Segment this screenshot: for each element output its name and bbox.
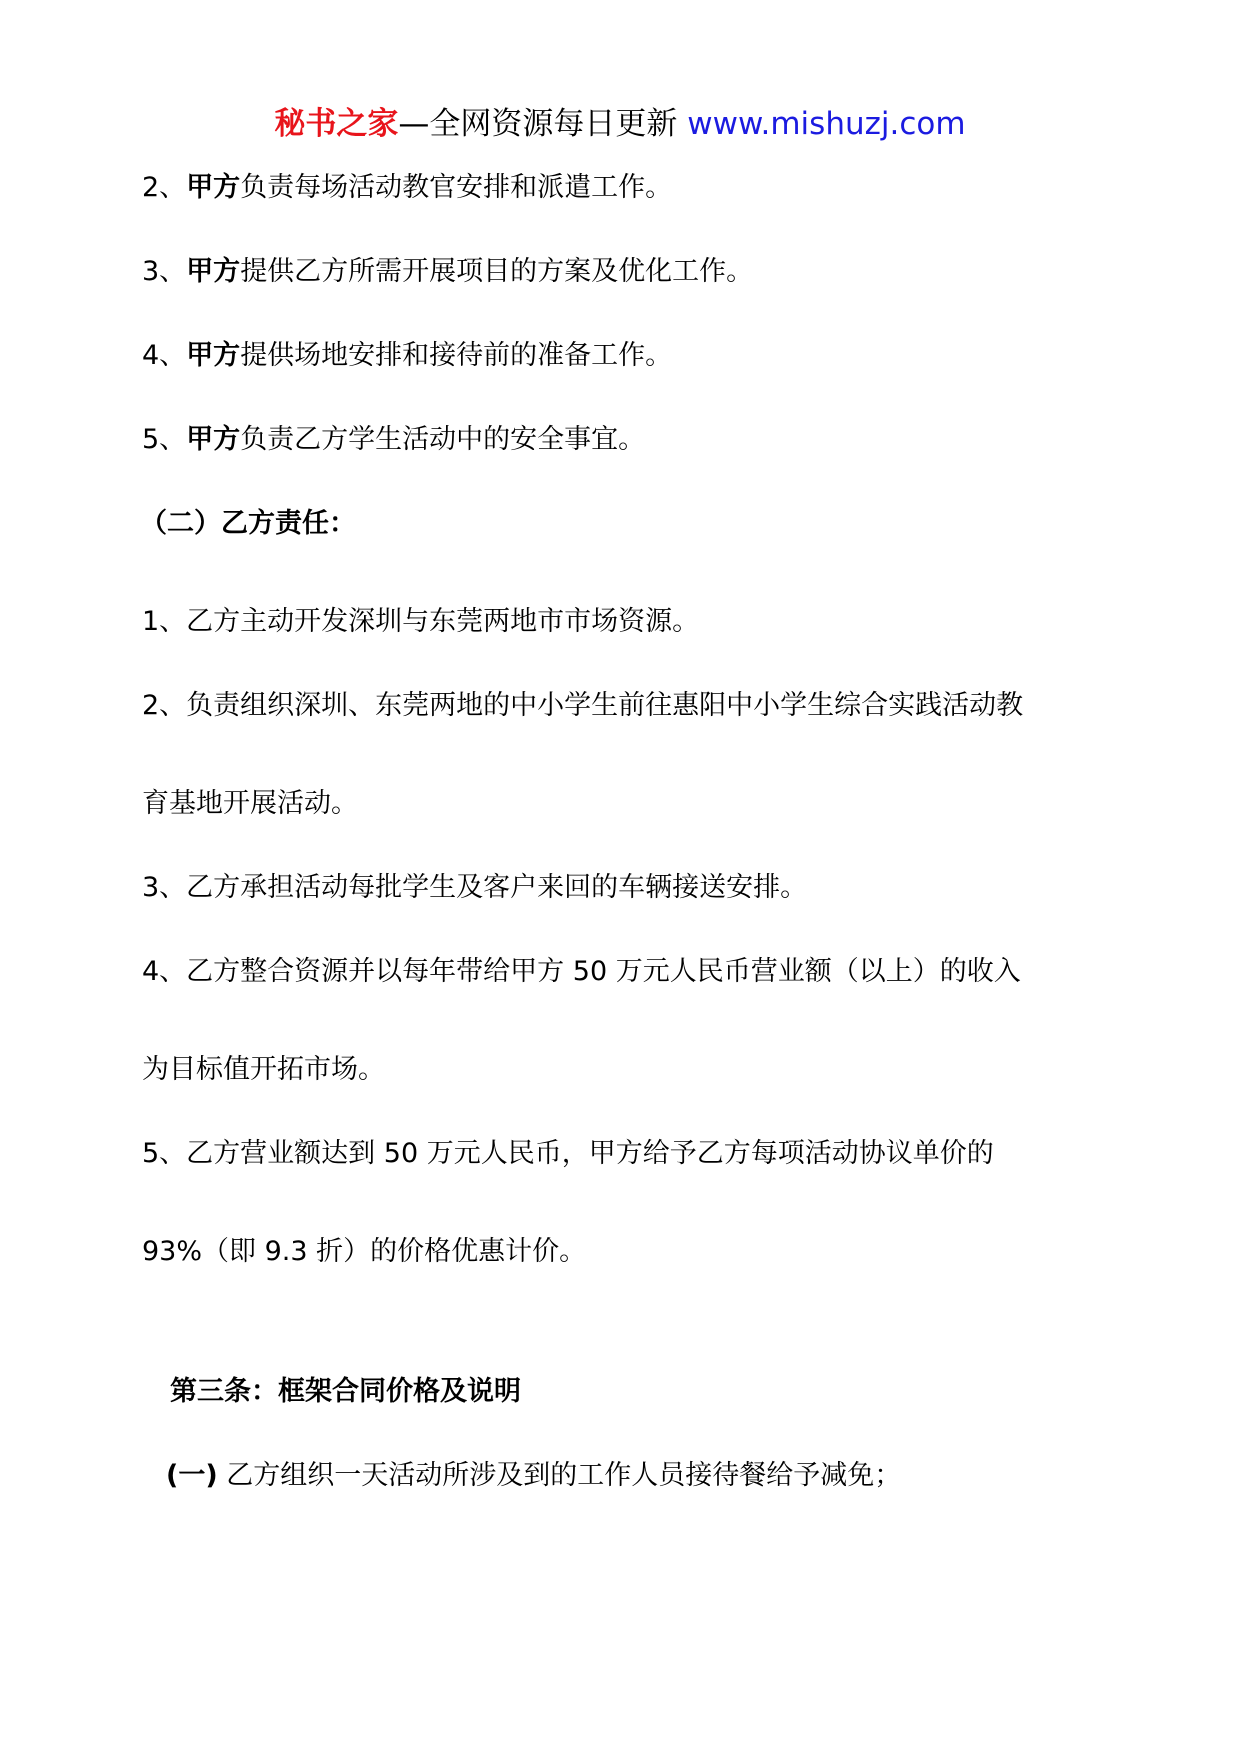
item-number: 4、 <box>142 340 187 371</box>
item-text: 负责乙方学生活动中的安全事宜。 <box>240 424 646 455</box>
party-b-line-8: 93%（即 9.3 折）的价格优惠计价。 <box>142 1236 587 1267</box>
item-party: 甲方 <box>186 256 241 287</box>
item-number: 2、 <box>142 172 187 203</box>
party-a-item-3 <box>142 252 753 292</box>
article-3-item-1 <box>166 1456 901 1496</box>
party-a-item-5 <box>142 420 645 460</box>
header-url[interactable]: www.mishuzj.com <box>687 106 966 142</box>
item-text: 乙方组织一天活动所涉及到的工作人员接待餐给予减免； <box>217 1460 902 1491</box>
party-a-item-4 <box>142 336 672 376</box>
item-party: 甲方 <box>186 340 241 371</box>
party-b-line-4: 3、乙方承担活动每批学生及客户来回的车辆接送安排。 <box>142 872 808 903</box>
item-text: 负责每场活动教官安排和派遣工作。 <box>240 172 673 203</box>
party-b-line-6: 为目标值开拓市场。 <box>142 1054 385 1085</box>
section-b-heading: （二）乙方责任： <box>140 508 356 539</box>
article-3-title: 第三条：框架合同价格及说明 <box>170 1376 521 1407</box>
party-b-line-5: 4、乙方整合资源并以每年带给甲方 50 万元人民币营业额（以上）的收入 <box>142 956 1021 987</box>
item-party: 甲方 <box>186 172 241 203</box>
party-b-line-7: 5、乙方营业额达到 50 万元人民币，甲方给予乙方每项活动协议单价的 <box>142 1138 994 1169</box>
item-number: 3、 <box>142 256 187 287</box>
item-label: (一) <box>166 1460 218 1491</box>
party-b-line-3: 育基地开展活动。 <box>142 788 358 819</box>
party-a-item-2 <box>142 168 672 208</box>
party-b-line-2: 2、负责组织深圳、东莞两地的中小学生前往惠阳中小学生综合实践活动教 <box>142 690 1024 721</box>
party-b-line-1: 1、乙方主动开发深圳与东莞两地市市场资源。 <box>142 606 700 637</box>
item-text: 提供场地安排和接待前的准备工作。 <box>240 340 673 371</box>
brand-name: 秘书之家 <box>274 106 399 142</box>
item-text: 提供乙方所需开展项目的方案及优化工作。 <box>240 256 754 287</box>
header-slogan: —全网资源每日更新 <box>398 106 688 142</box>
item-number: 5、 <box>142 424 187 455</box>
item-party: 甲方 <box>186 424 241 455</box>
document-header <box>0 102 1240 146</box>
